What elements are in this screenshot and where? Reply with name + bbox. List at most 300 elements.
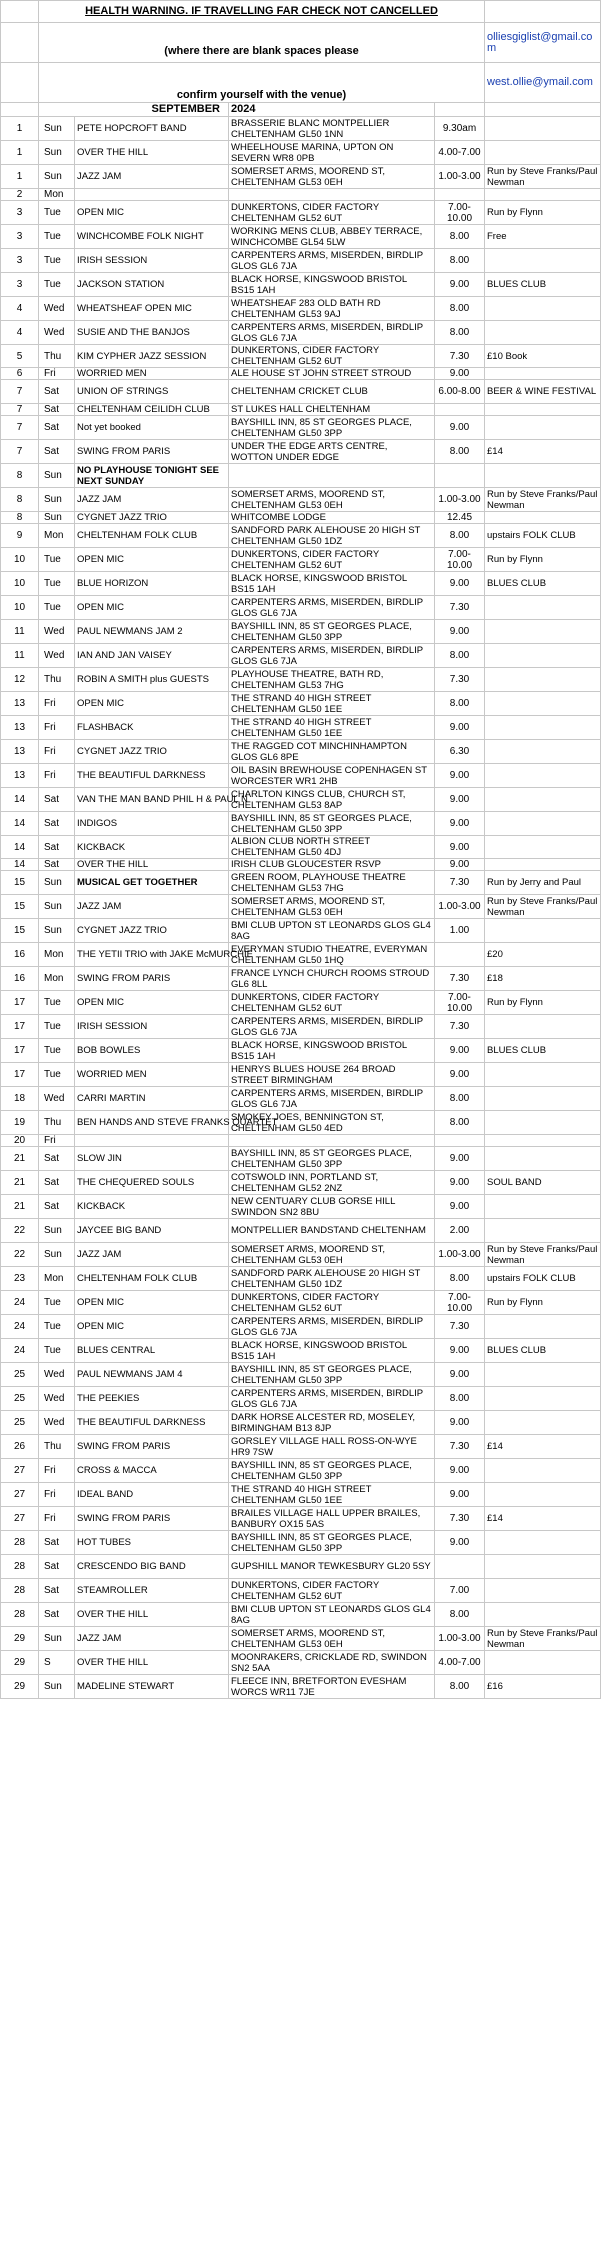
act-cell: BOB BOWLES: [75, 1039, 229, 1063]
time-cell: 4.00-7.00: [435, 141, 485, 165]
notes-cell: [485, 1111, 601, 1135]
venue-cell: DUNKERTONS, CIDER FACTORY CHELTENHAM GL52 6UT: [229, 548, 435, 572]
time-cell: 8.00: [435, 644, 485, 668]
day-cell: 17: [1, 991, 39, 1015]
venue-cell: CHELTENHAM CRICKET CLUB: [229, 380, 435, 404]
act-cell: IRISH SESSION: [75, 1015, 229, 1039]
act-cell: OPEN MIC: [75, 991, 229, 1015]
day-cell: 28: [1, 1603, 39, 1627]
day-cell: 8: [1, 464, 39, 488]
gig-row: [1, 488, 601, 512]
time-cell: 7.00-10.00: [435, 1291, 485, 1315]
act-cell: OVER THE HILL: [75, 859, 229, 871]
weekday-cell: Thu: [39, 1435, 75, 1459]
act-cell: MADELINE STEWART: [75, 1675, 229, 1699]
gig-row: [1, 1291, 601, 1315]
day-cell: 18: [1, 1087, 39, 1111]
weekday-cell: Sat: [39, 440, 75, 464]
weekday-cell: Tue: [39, 991, 75, 1015]
gig-row: [1, 1147, 601, 1171]
gig-row: [1, 1267, 601, 1291]
act-cell: MUSICAL GET TOGETHER: [75, 871, 229, 895]
venue-cell: CHARLTON KINGS CLUB, CHURCH ST, CHELTENHAM GL53 8AP: [229, 788, 435, 812]
venue-cell: BLACK HORSE, KINGSWOOD BRISTOL BS15 1AH: [229, 572, 435, 596]
venue-cell: NEW CENTUARY CLUB GORSE HILL SWINDON SN2 8BU: [229, 1195, 435, 1219]
gig-row: [1, 380, 601, 404]
time-cell: 7.30: [435, 1507, 485, 1531]
email-link-2[interactable]: west.ollie@ymail.com: [485, 63, 601, 103]
day-cell: 21: [1, 1195, 39, 1219]
act-cell: OPEN MIC: [75, 548, 229, 572]
gig-row: [1, 117, 601, 141]
gig-row: [1, 1087, 601, 1111]
act-cell: INDIGOS: [75, 812, 229, 836]
venue-cell: CARPENTERS ARMS, MISERDEN, BIRDLIP GLOS GL6 7JA: [229, 1087, 435, 1111]
gig-row: [1, 189, 601, 201]
weekday-cell: Mon: [39, 1267, 75, 1291]
weekday-cell: Thu: [39, 1111, 75, 1135]
time-cell: 8.00: [435, 1675, 485, 1699]
time-cell: 9.00: [435, 1147, 485, 1171]
act-cell: BEN HANDS AND STEVE FRANKS QUARTET: [75, 1111, 229, 1135]
notes-cell: Run by Flynn: [485, 991, 601, 1015]
venue-cell: THE RAGGED COT MINCHINHAMPTON GLOS GL6 8PE: [229, 740, 435, 764]
weekday-cell: Fri: [39, 1483, 75, 1507]
day-cell: 29: [1, 1651, 39, 1675]
day-cell: 15: [1, 919, 39, 943]
day-cell: 12: [1, 668, 39, 692]
time-cell: 9.00: [435, 1531, 485, 1555]
gig-row: [1, 1219, 601, 1243]
notes-cell: [485, 1147, 601, 1171]
time-cell: 8.00: [435, 1267, 485, 1291]
weekday-cell: Wed: [39, 1411, 75, 1435]
venue-cell: CARPENTERS ARMS, MISERDEN, BIRDLIP GLOS GL6 7JA: [229, 596, 435, 620]
notes-cell: [485, 1195, 601, 1219]
day-cell: 8: [1, 512, 39, 524]
gig-row: [1, 225, 601, 249]
time-cell: 7.00-10.00: [435, 201, 485, 225]
notes-cell: [485, 368, 601, 380]
venue-cell: COTSWOLD INN, PORTLAND ST, CHELTENHAM GL52 2NZ: [229, 1171, 435, 1195]
month-label: SEPTEMBER: [39, 103, 229, 117]
venue-cell: DUNKERTONS, CIDER FACTORY CHELTENHAM GL52 6UT: [229, 345, 435, 368]
time-cell: [435, 404, 485, 416]
weekday-cell: Wed: [39, 321, 75, 345]
header-note-row-2: [1, 63, 601, 103]
weekday-cell: Wed: [39, 620, 75, 644]
day-cell: 3: [1, 273, 39, 297]
venue-cell: BRAILES VILLAGE HALL UPPER BRAILES, BANBURY OX15 5AS: [229, 1507, 435, 1531]
weekday-cell: Wed: [39, 297, 75, 321]
notes-cell: Run by Steve Franks/Paul Newman: [485, 488, 601, 512]
day-cell: 15: [1, 895, 39, 919]
gig-row: [1, 716, 601, 740]
weekday-cell: Tue: [39, 249, 75, 273]
gig-row: [1, 812, 601, 836]
weekday-cell: Sat: [39, 416, 75, 440]
time-cell: 12.45: [435, 512, 485, 524]
act-cell: OVER THE HILL: [75, 1603, 229, 1627]
day-cell: 4: [1, 321, 39, 345]
weekday-cell: Mon: [39, 524, 75, 548]
day-cell: 13: [1, 716, 39, 740]
day-cell: 27: [1, 1459, 39, 1483]
act-cell: THE BEAUTIFUL DARKNESS: [75, 764, 229, 788]
gig-row: [1, 1603, 601, 1627]
venue-cell: IRISH CLUB GLOUCESTER RSVP: [229, 859, 435, 871]
weekday-cell: Sat: [39, 1579, 75, 1603]
weekday-cell: Sat: [39, 859, 75, 871]
venue-cell: BAYSHILL INN, 85 ST GEORGES PLACE, CHELTENHAM GL50 3PP: [229, 1531, 435, 1555]
act-cell: SLOW JIN: [75, 1147, 229, 1171]
notes-cell: upstairs FOLK CLUB: [485, 1267, 601, 1291]
notes-cell: [485, 404, 601, 416]
time-cell: 9.00: [435, 1483, 485, 1507]
notes-cell: Free: [485, 225, 601, 249]
day-cell: 5: [1, 345, 39, 368]
weekday-cell: Sun: [39, 1627, 75, 1651]
weekday-cell: Tue: [39, 1063, 75, 1087]
act-cell: KICKBACK: [75, 1195, 229, 1219]
time-cell: 7.30: [435, 345, 485, 368]
notes-cell: BLUES CLUB: [485, 572, 601, 596]
act-cell: JAZZ JAM: [75, 1243, 229, 1267]
act-cell: JACKSON STATION: [75, 273, 229, 297]
day-cell: 25: [1, 1387, 39, 1411]
gig-row: [1, 1411, 601, 1435]
gig-row: [1, 165, 601, 189]
notes-cell: £14: [485, 1507, 601, 1531]
day-cell: 10: [1, 572, 39, 596]
gig-row: [1, 512, 601, 524]
venue-cell: HENRYS BLUES HOUSE 264 BROAD STREET BIRMINGHAM: [229, 1063, 435, 1087]
act-cell: [75, 1135, 229, 1147]
gig-row: [1, 1039, 601, 1063]
act-cell: JAZZ JAM: [75, 165, 229, 189]
notes-cell: [485, 1219, 601, 1243]
notes-cell: Run by Steve Franks/Paul Newman: [485, 165, 601, 189]
weekday-cell: Sat: [39, 1195, 75, 1219]
weekday-cell: Sat: [39, 1531, 75, 1555]
act-cell: ROBIN A SMITH plus GUESTS: [75, 668, 229, 692]
day-cell: 28: [1, 1555, 39, 1579]
time-cell: 9.00: [435, 1063, 485, 1087]
gig-row: [1, 991, 601, 1015]
day-cell: 6: [1, 368, 39, 380]
gig-row: [1, 788, 601, 812]
gig-row: [1, 321, 601, 345]
venue-cell: ALBION CLUB NORTH STREET CHELTENHAM GL50 4DJ: [229, 836, 435, 859]
venue-cell: MOONRAKERS, CRICKLADE RD, SWINDON SN2 5AA: [229, 1651, 435, 1675]
weekday-cell: Wed: [39, 644, 75, 668]
act-cell: OPEN MIC: [75, 1291, 229, 1315]
day-cell: 11: [1, 644, 39, 668]
email-link-1[interactable]: olliesgiglist@gmail.com: [485, 23, 601, 63]
day-cell: 16: [1, 943, 39, 967]
time-cell: 9.00: [435, 1411, 485, 1435]
gig-row: [1, 572, 601, 596]
notes-cell: Run by Flynn: [485, 1291, 601, 1315]
gig-row: [1, 440, 601, 464]
day-cell: 14: [1, 859, 39, 871]
time-cell: 9.00: [435, 416, 485, 440]
time-cell: 9.00: [435, 1195, 485, 1219]
day-cell: 1: [1, 165, 39, 189]
act-cell: OVER THE HILL: [75, 141, 229, 165]
weekday-cell: Sun: [39, 871, 75, 895]
notes-cell: [485, 1531, 601, 1555]
time-cell: 8.00: [435, 524, 485, 548]
gig-row: [1, 1651, 601, 1675]
day-cell: 2: [1, 189, 39, 201]
venue-cell: SOMERSET ARMS, MOOREND ST, CHELTENHAM GL53 0EH: [229, 1627, 435, 1651]
notes-cell: Run by Steve Franks/Paul Newman: [485, 1243, 601, 1267]
gig-row: [1, 201, 601, 225]
act-cell: OPEN MIC: [75, 596, 229, 620]
notes-cell: [485, 297, 601, 321]
gig-row: [1, 548, 601, 572]
time-cell: 9.00: [435, 368, 485, 380]
weekday-cell: Sun: [39, 117, 75, 141]
act-cell: WORRIED MEN: [75, 368, 229, 380]
venue-cell: DUNKERTONS, CIDER FACTORY CHELTENHAM GL52 6UT: [229, 1291, 435, 1315]
day-cell: 7: [1, 416, 39, 440]
time-cell: 8.00: [435, 225, 485, 249]
notes-cell: [485, 1087, 601, 1111]
venue-cell: SANDFORD PARK ALEHOUSE 20 HIGH ST CHELTENHAM GL50 1DZ: [229, 524, 435, 548]
notes-cell: £10 Book: [485, 345, 601, 368]
day-cell: 29: [1, 1675, 39, 1699]
time-cell: 9.00: [435, 572, 485, 596]
weekday-cell: Sat: [39, 1603, 75, 1627]
venue-cell: MONTPELLIER BANDSTAND CHELTENHAM: [229, 1219, 435, 1243]
weekday-cell: Tue: [39, 1315, 75, 1339]
notes-cell: [485, 859, 601, 871]
time-cell: 8.00: [435, 440, 485, 464]
venue-cell: DUNKERTONS, CIDER FACTORY CHELTENHAM GL52 6UT: [229, 991, 435, 1015]
time-cell: 9.00: [435, 716, 485, 740]
gig-row: [1, 620, 601, 644]
weekday-cell: Mon: [39, 189, 75, 201]
day-cell: 7: [1, 404, 39, 416]
venue-cell: DUNKERTONS, CIDER FACTORY CHELTENHAM GL52 6UT: [229, 1579, 435, 1603]
weekday-cell: Tue: [39, 596, 75, 620]
gig-row: [1, 524, 601, 548]
time-cell: 7.30: [435, 668, 485, 692]
notes-cell: £20: [485, 943, 601, 967]
venue-cell: CARPENTERS ARMS, MISERDEN, BIRDLIP GLOS GL6 7JA: [229, 1315, 435, 1339]
venue-cell: WORKING MENS CLUB, ABBEY TERRACE, WINCHCOMBE GL54 5LW: [229, 225, 435, 249]
time-cell: 1.00-3.00: [435, 165, 485, 189]
weekday-cell: Tue: [39, 1039, 75, 1063]
time-cell: 6.00-8.00: [435, 380, 485, 404]
act-cell: JAYCEE BIG BAND: [75, 1219, 229, 1243]
venue-cell: WHITCOMBE LODGE: [229, 512, 435, 524]
notes-cell: [485, 596, 601, 620]
act-cell: JAZZ JAM: [75, 488, 229, 512]
time-cell: 9.00: [435, 812, 485, 836]
time-cell: 9.00: [435, 1039, 485, 1063]
venue-cell: CARPENTERS ARMS, MISERDEN, BIRDLIP GLOS GL6 7JA: [229, 249, 435, 273]
time-cell: 1.00-3.00: [435, 488, 485, 512]
venue-cell: DUNKERTONS, CIDER FACTORY CHELTENHAM GL52 6UT: [229, 201, 435, 225]
notes-cell: BLUES CLUB: [485, 273, 601, 297]
gig-row: [1, 1063, 601, 1087]
venue-cell: ALE HOUSE ST JOHN STREET STROUD: [229, 368, 435, 380]
weekday-cell: Wed: [39, 1387, 75, 1411]
act-cell: CYGNET JAZZ TRIO: [75, 740, 229, 764]
venue-cell: SMOKEY JOES, BENNINGTON ST, CHELTENHAM GL50 4ED: [229, 1111, 435, 1135]
time-cell: 9.00: [435, 1363, 485, 1387]
notes-cell: [485, 788, 601, 812]
notes-cell: [485, 1387, 601, 1411]
weekday-cell: Mon: [39, 943, 75, 967]
notes-cell: Run by Flynn: [485, 548, 601, 572]
notes-cell: BLUES CLUB: [485, 1039, 601, 1063]
weekday-cell: Sun: [39, 512, 75, 524]
venue-cell: SOMERSET ARMS, MOOREND ST, CHELTENHAM GL53 0EH: [229, 488, 435, 512]
time-cell: 9.00: [435, 764, 485, 788]
weekday-cell: Sun: [39, 165, 75, 189]
notes-cell: [485, 512, 601, 524]
weekday-cell: Sun: [39, 1219, 75, 1243]
notes-cell: [485, 189, 601, 201]
gig-row: [1, 1627, 601, 1651]
venue-cell: THE STRAND 40 HIGH STREET CHELTENHAM GL50 1EE: [229, 1483, 435, 1507]
venue-cell: BAYSHILL INN, 85 ST GEORGES PLACE, CHELTENHAM GL50 3PP: [229, 620, 435, 644]
weekday-cell: Mon: [39, 967, 75, 991]
time-cell: 9.00: [435, 788, 485, 812]
day-cell: 17: [1, 1015, 39, 1039]
gig-row: [1, 1555, 601, 1579]
venue-cell: CARPENTERS ARMS, MISERDEN, BIRDLIP GLOS GL6 7JA: [229, 1387, 435, 1411]
venue-cell: BAYSHILL INN, 85 ST GEORGES PLACE, CHELTENHAM GL50 3PP: [229, 812, 435, 836]
day-cell: 8: [1, 488, 39, 512]
weekday-cell: Sun: [39, 1675, 75, 1699]
venue-cell: THE STRAND 40 HIGH STREET CHELTENHAM GL50 1EE: [229, 692, 435, 716]
venue-cell: DARK HORSE ALCESTER RD, MOSELEY, BIRMINGHAM B13 8JP: [229, 1411, 435, 1435]
day-cell: 14: [1, 836, 39, 859]
day-cell: 29: [1, 1627, 39, 1651]
weekday-cell: Sun: [39, 488, 75, 512]
day-cell: 16: [1, 967, 39, 991]
time-cell: 7.30: [435, 871, 485, 895]
gig-row: [1, 1339, 601, 1363]
day-cell: 24: [1, 1339, 39, 1363]
weekday-cell: Sat: [39, 1171, 75, 1195]
notes-cell: £14: [485, 440, 601, 464]
day-cell: 9: [1, 524, 39, 548]
act-cell: HOT TUBES: [75, 1531, 229, 1555]
act-cell: SWING FROM PARIS: [75, 967, 229, 991]
gig-row: [1, 1135, 601, 1147]
time-cell: 1.00: [435, 919, 485, 943]
gig-row: [1, 871, 601, 895]
act-cell: SWING FROM PARIS: [75, 1507, 229, 1531]
act-cell: STEAMROLLER: [75, 1579, 229, 1603]
gig-row: [1, 692, 601, 716]
time-cell: 9.00: [435, 1459, 485, 1483]
act-cell: KICKBACK: [75, 836, 229, 859]
venue-cell: BAYSHILL INN, 85 ST GEORGES PLACE, CHELTENHAM GL50 3PP: [229, 1459, 435, 1483]
venue-cell: ST LUKES HALL CHELTENHAM: [229, 404, 435, 416]
day-cell: 3: [1, 225, 39, 249]
venue-cell: GREEN ROOM, PLAYHOUSE THEATRE CHELTENHAM GL53 7HG: [229, 871, 435, 895]
act-cell: CYGNET JAZZ TRIO: [75, 919, 229, 943]
act-cell: THE YETII TRIO with JAKE McMURCHIE: [75, 943, 229, 967]
gig-row: [1, 141, 601, 165]
time-cell: 8.00: [435, 692, 485, 716]
notes-cell: [485, 919, 601, 943]
act-cell: [75, 189, 229, 201]
day-cell: 7: [1, 380, 39, 404]
time-cell: 9.30am: [435, 117, 485, 141]
venue-cell: BLACK HORSE, KINGSWOOD BRISTOL BS15 1AH: [229, 1039, 435, 1063]
venue-cell: BAYSHILL INN, 85 ST GEORGES PLACE, CHELTENHAM GL50 3PP: [229, 1147, 435, 1171]
weekday-cell: Tue: [39, 1339, 75, 1363]
gig-row: [1, 764, 601, 788]
act-cell: Not yet booked: [75, 416, 229, 440]
notes-cell: [485, 716, 601, 740]
gig-row: [1, 1111, 601, 1135]
weekday-cell: Fri: [39, 764, 75, 788]
venue-cell: WHEELHOUSE MARINA, UPTON ON SEVERN WR8 0PB: [229, 141, 435, 165]
weekday-cell: Fri: [39, 740, 75, 764]
day-cell: 26: [1, 1435, 39, 1459]
venue-cell: WHEATSHEAF 283 OLD BATH RD CHELTENHAM GL53 9AJ: [229, 297, 435, 321]
weekday-cell: Fri: [39, 716, 75, 740]
notes-cell: BLUES CLUB: [485, 1339, 601, 1363]
weekday-cell: Wed: [39, 1087, 75, 1111]
time-cell: 1.00-3.00: [435, 1243, 485, 1267]
time-cell: 8.00: [435, 297, 485, 321]
notes-cell: [485, 1063, 601, 1087]
day-cell: 13: [1, 740, 39, 764]
weekday-cell: Sat: [39, 380, 75, 404]
time-cell: 9.00: [435, 1171, 485, 1195]
weekday-cell: Sun: [39, 919, 75, 943]
venue-cell: PLAYHOUSE THEATRE, BATH RD, CHELTENHAM GL53 7HG: [229, 668, 435, 692]
notes-cell: [485, 692, 601, 716]
act-cell: UNION OF STRINGS: [75, 380, 229, 404]
day-cell: 23: [1, 1267, 39, 1291]
gig-row: [1, 967, 601, 991]
day-cell: 10: [1, 596, 39, 620]
gig-row: [1, 740, 601, 764]
time-cell: 7.30: [435, 1435, 485, 1459]
venue-cell: CARPENTERS ARMS, MISERDEN, BIRDLIP GLOS GL6 7JA: [229, 1015, 435, 1039]
gig-row: [1, 416, 601, 440]
notes-cell: [485, 1315, 601, 1339]
act-cell: OVER THE HILL: [75, 1651, 229, 1675]
weekday-cell: Sat: [39, 1147, 75, 1171]
venue-cell: CARPENTERS ARMS, MISERDEN, BIRDLIP GLOS GL6 7JA: [229, 321, 435, 345]
time-cell: 7.00-10.00: [435, 991, 485, 1015]
gig-row: [1, 1315, 601, 1339]
time-cell: 9.00: [435, 859, 485, 871]
act-cell: OPEN MIC: [75, 692, 229, 716]
notes-cell: [485, 1603, 601, 1627]
act-cell: PAUL NEWMANS JAM 2: [75, 620, 229, 644]
venue-cell: FRANCE LYNCH CHURCH ROOMS STROUD GL6 8LL: [229, 967, 435, 991]
header-title-row: [1, 1, 601, 23]
day-cell: 21: [1, 1147, 39, 1171]
notes-cell: [485, 1015, 601, 1039]
venue-cell: BLACK HORSE, KINGSWOOD BRISTOL BS15 1AH: [229, 273, 435, 297]
weekday-cell: Fri: [39, 692, 75, 716]
notes-cell: [485, 1555, 601, 1579]
